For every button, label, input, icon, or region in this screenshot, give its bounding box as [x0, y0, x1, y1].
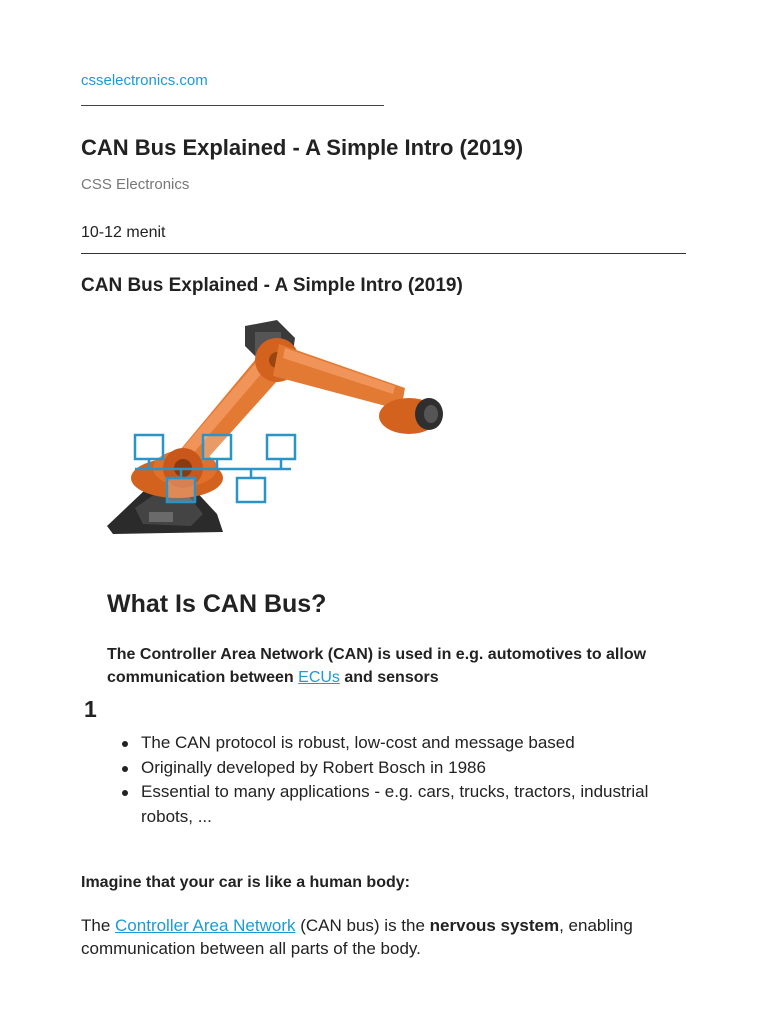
list-item	[107, 756, 687, 781]
article-title: CAN Bus Explained - A Simple Intro (2019)	[81, 275, 463, 296]
paragraph-text: , enabling communication between all parts of the body.	[81, 916, 633, 958]
list-item-text: Originally developed by Robert Bosch in 1986	[141, 757, 486, 777]
source-link[interactable]: csselectronics.com	[81, 72, 208, 89]
page-title: CAN Bus Explained - A Simple Intro (2019)	[81, 135, 524, 160]
paragraph-text: (CAN bus) is the	[295, 916, 430, 935]
section-lead	[107, 643, 667, 689]
list-item	[107, 780, 687, 829]
bullet-icon	[122, 790, 128, 796]
divider	[81, 105, 384, 106]
lead-text-end: and sensors	[339, 669, 439, 686]
list-item	[107, 731, 687, 756]
list-item-text: The CAN protocol is robust, low-cost and message based	[141, 733, 575, 752]
read-time: 10-12 menit	[81, 224, 166, 241]
lead-text: The Controller Area Network (CAN) is used in e.g. automotives to allow communication between	[107, 646, 647, 686]
robot-arm-network-illustration	[95, 318, 445, 546]
list-item-text: Essential to many applications - e.g. cars, trucks, tractors, industrial robots, ...	[141, 782, 649, 826]
bullet-list	[107, 731, 687, 829]
bullet-icon	[122, 766, 128, 772]
author-name: CSS Electronics	[81, 176, 190, 193]
slide-number: 1	[84, 696, 97, 722]
ecus-link[interactable]: ECUs	[298, 669, 340, 686]
paragraph-text: The	[81, 916, 116, 935]
divider	[81, 253, 686, 254]
section-heading: What Is CAN Bus?	[107, 590, 327, 618]
imagine-heading: Imagine that your car is like a human body:	[81, 874, 410, 891]
bullet-icon	[122, 741, 128, 747]
paragraph-bold: nervous system	[429, 916, 560, 935]
body-paragraph	[81, 914, 681, 960]
controller-area-network-link[interactable]: Controller Area Network	[115, 916, 296, 935]
